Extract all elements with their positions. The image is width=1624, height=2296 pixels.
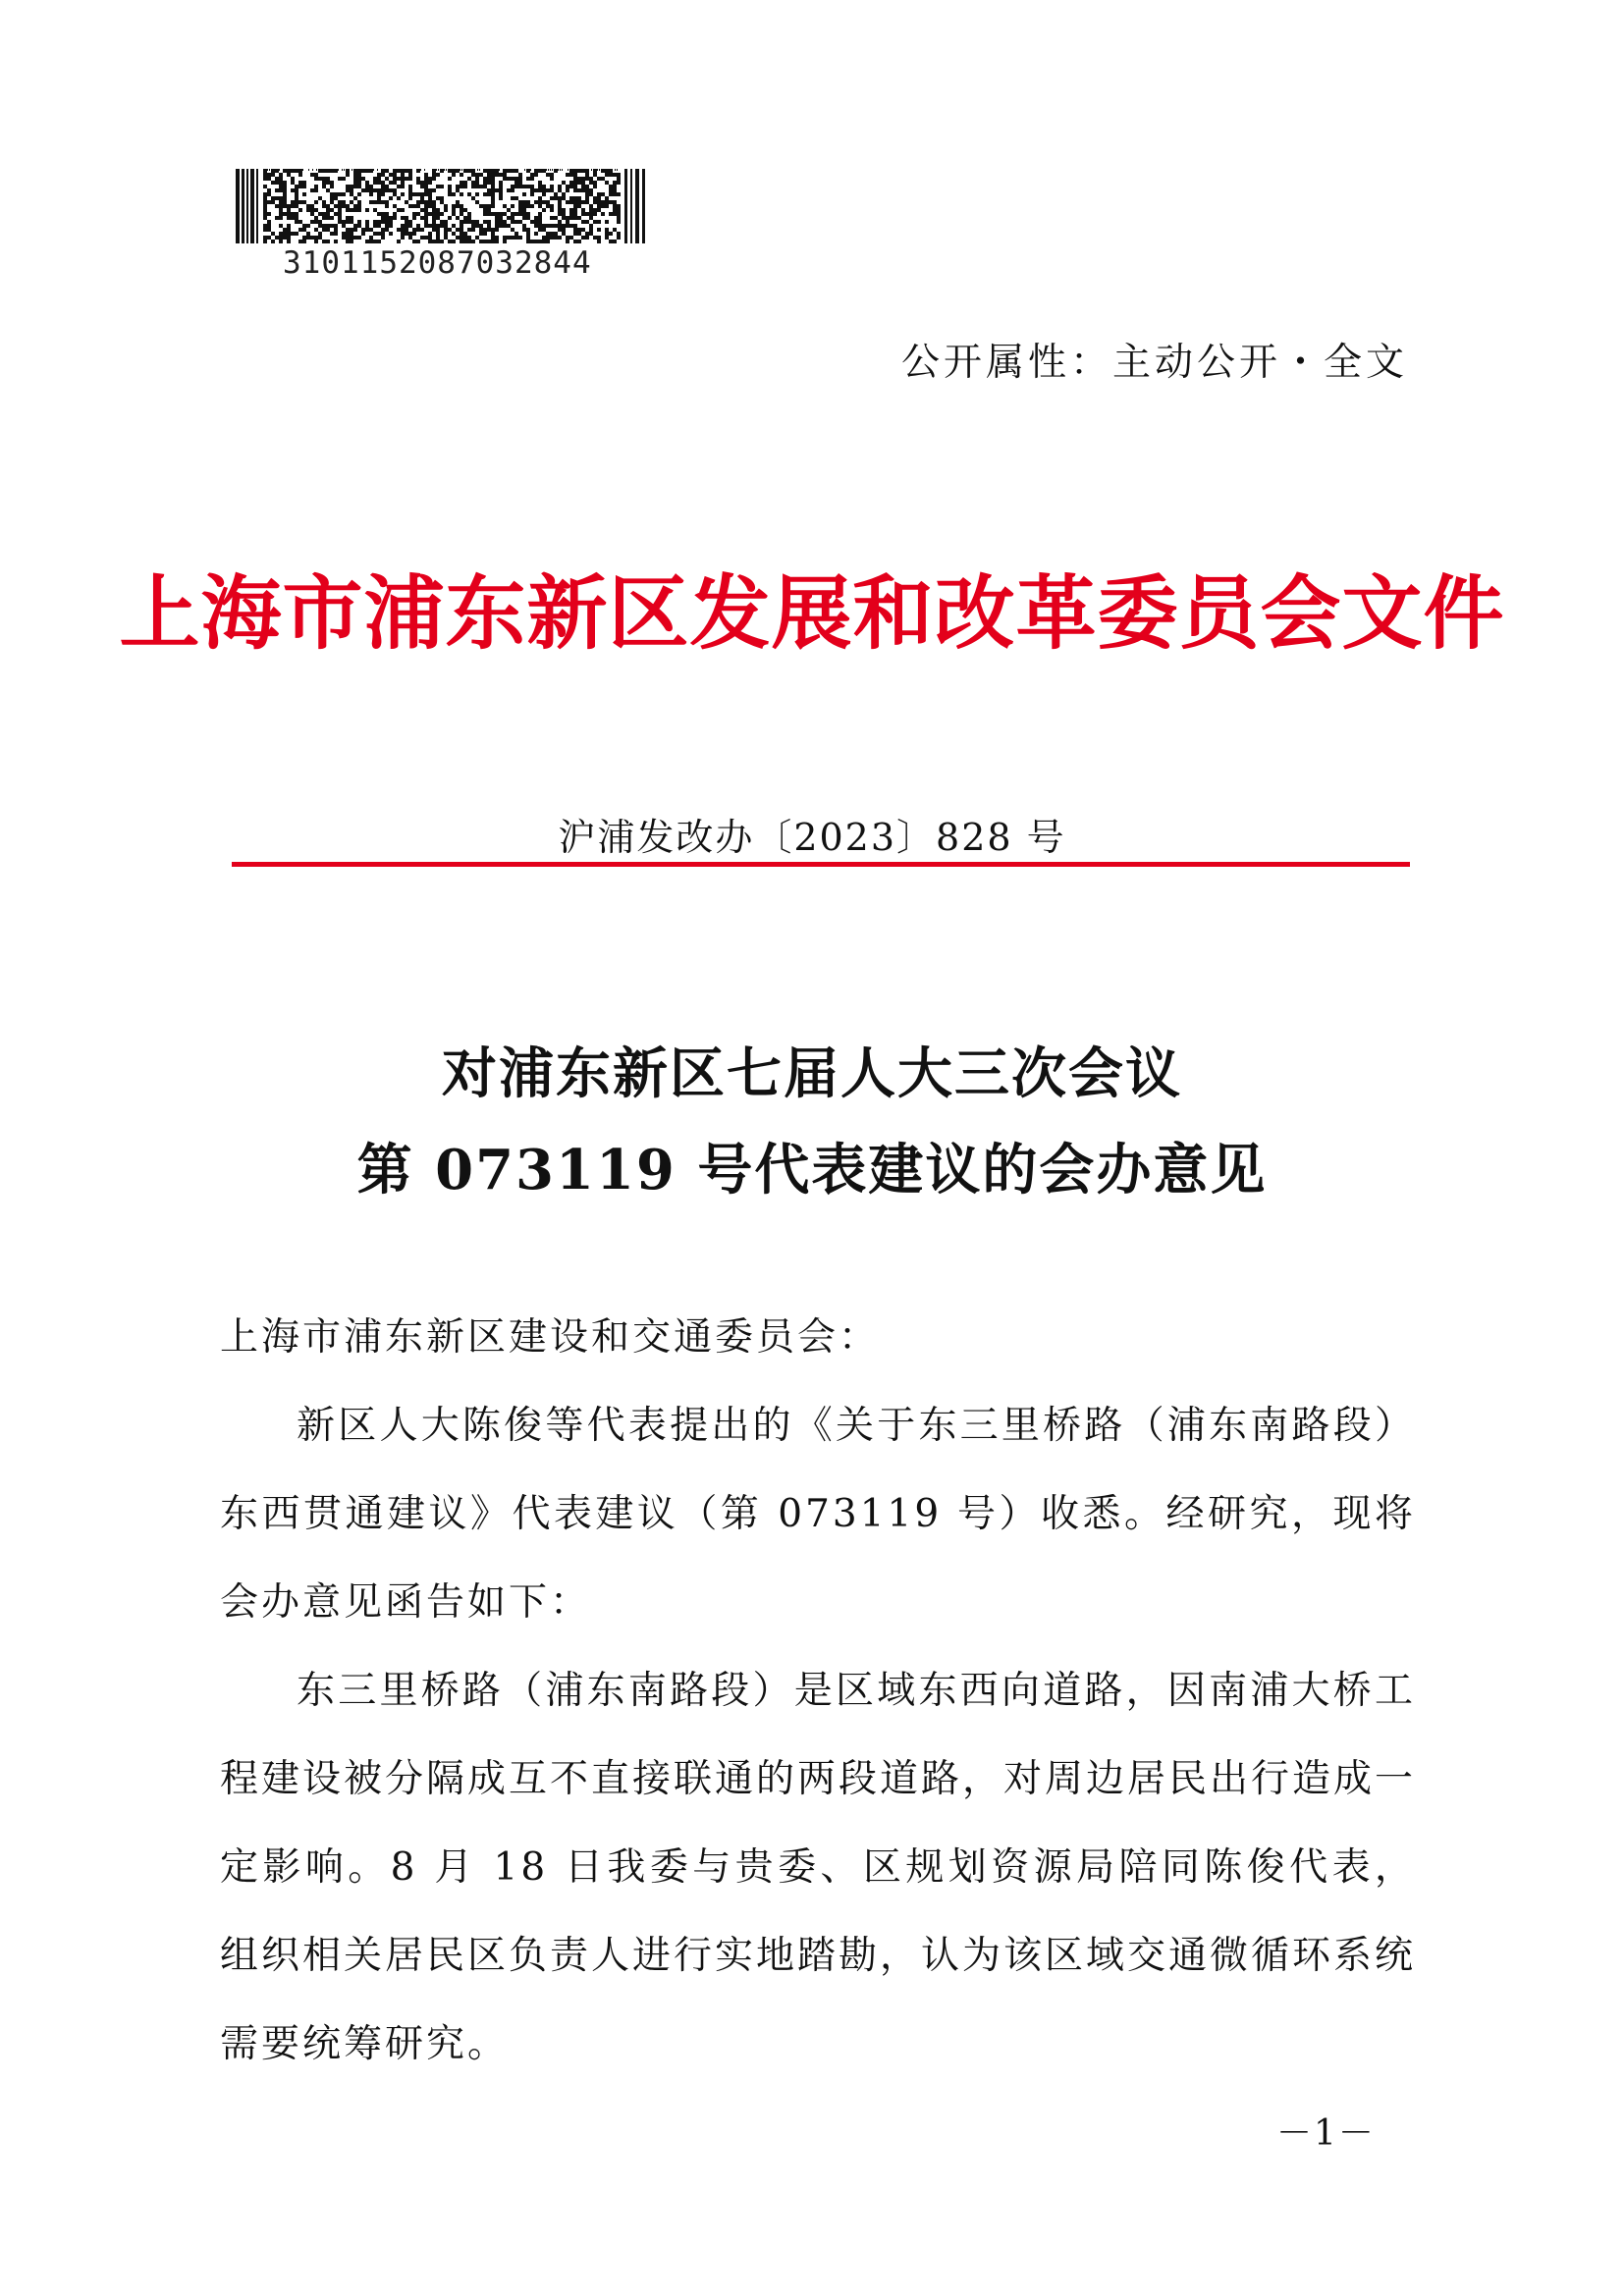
disclosure-attribute: 公开属性：主动公开・全文	[900, 341, 1408, 385]
recipient: 上海市浦东新区建设和交通委员会：	[220, 1315, 881, 1360]
document-body	[220, 1294, 1416, 2089]
document-number: 沪浦发改办〔2023〕828 号	[558, 816, 1066, 859]
document-title-line-1: 对浦东新区七届人大三次会议	[442, 1041, 1182, 1106]
barcode	[236, 169, 648, 243]
page-number: －1－	[1276, 2113, 1376, 2154]
issuing-authority-header: 上海市浦东新区发展和改革委员会文件	[119, 566, 1505, 661]
body-paragraph: 东三里桥路（浦东南路段）是区域东西向道路，因南浦大桥工程建设被分隔成互不直接联通的两段道路，对周边居民出行造成一定影响。8 月 18 日我委与贵委、区规划资源局陪同陈俊代表，组织相关居民区负责人进行实地踏勘，认为该区域交通微循环系统需要统筹研究。	[220, 1669, 1417, 2066]
barcode-number: 3101152087032844	[283, 245, 592, 281]
document-title-line-2: 第 073119 号代表建议的会办意见	[356, 1138, 1268, 1202]
body-paragraph: 新区人大陈俊等代表提出的《关于东三里桥路（浦东南路段）东西贯通建议》代表建议（第 073119 号）收悉。经研究，现将会办意见函告如下：	[220, 1404, 1416, 1625]
red-divider-line	[232, 862, 1410, 867]
